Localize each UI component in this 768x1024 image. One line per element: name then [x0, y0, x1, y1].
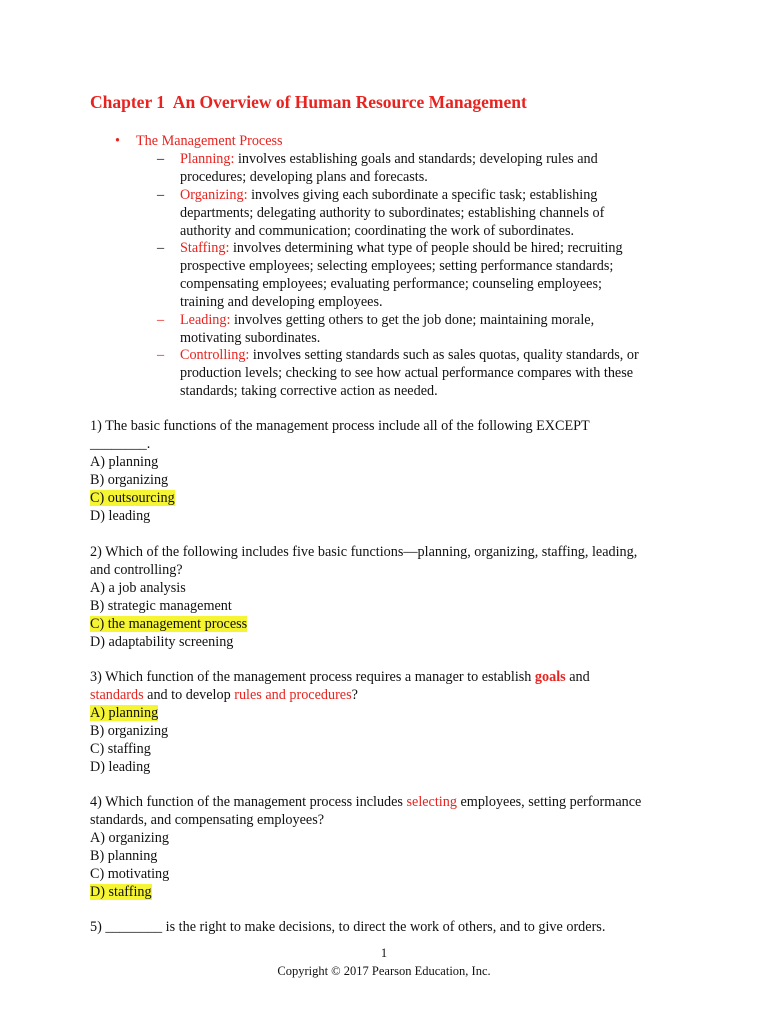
question-2 [90, 543, 690, 651]
function-desc-line: procedures; developing plans and forecasts. [180, 169, 428, 185]
option-a: A) a job analysis [90, 580, 186, 596]
option-a: A) planning [90, 454, 159, 470]
function-desc-line: motivating subordinates. [180, 330, 321, 346]
function-desc-line: prospective employees; selecting employees; setting performance standards; [180, 258, 614, 274]
option-b: B) strategic management [90, 598, 232, 614]
keyword-standards: standards [90, 687, 144, 703]
option-d: D) adaptability screening [90, 634, 234, 650]
question-stem: 5) ________ is the right to make decisions, to direct the work of others, and to give orders. [90, 919, 606, 935]
function-desc-line: involves getting others to get the job done; maintaining morale, [230, 312, 595, 328]
option-a: A) organizing [90, 830, 169, 846]
page-number: 1 [380, 946, 388, 960]
option-a-answer: A) planning [90, 705, 159, 721]
question-3 [90, 668, 690, 776]
keyword-rules: rules and procedures [234, 687, 352, 703]
question-stem: standards, and compensating employees? [90, 812, 325, 828]
function-desc-line: departments; delegating authority to subordinates; establishing channels of [180, 205, 605, 221]
option-c-answer: C) the management process [90, 616, 248, 632]
function-desc-line: training and developing employees. [180, 294, 383, 310]
bullet-icon: • [115, 133, 120, 149]
function-desc-line: involves establishing goals and standards; developing rules and [234, 151, 598, 167]
question-stem: and controlling? [90, 562, 183, 578]
question-5 [90, 918, 690, 936]
function-desc-line: authority and communication; coordinating the work of subordinates. [180, 223, 575, 239]
function-term: Leading: [180, 312, 231, 328]
option-c: C) motivating [90, 866, 170, 882]
keyword-goals: goals [534, 669, 566, 685]
option-c: C) staffing [90, 741, 151, 757]
function-desc-line: involves setting standards such as sales quotas, quality standards, or [249, 347, 639, 363]
option-d-answer: D) staffing [90, 884, 152, 900]
function-term: Staffing: [180, 240, 230, 256]
dash-icon: – [157, 240, 165, 256]
dash-icon: – [157, 151, 165, 167]
function-desc-line: production levels; checking to see how actual performance compares with these [180, 365, 634, 381]
option-d: D) leading [90, 759, 151, 775]
function-desc-line: involves determining what type of people should be hired; recruiting [229, 240, 623, 256]
option-d: D) leading [90, 508, 151, 524]
option-b: B) organizing [90, 472, 169, 488]
dash-icon: – [157, 187, 165, 203]
function-desc-line: standards; taking corrective action as needed. [180, 383, 438, 399]
question-stem: ________. [90, 436, 151, 452]
question-stem: ? [351, 687, 358, 703]
function-desc-line: compensating employees; evaluating performance; counseling employees; [180, 276, 602, 292]
question-1 [90, 417, 690, 525]
function-desc-line: involves giving each subordinate a specific task; establishing [247, 187, 598, 203]
function-term: Planning: [180, 151, 235, 167]
copyright-footer: Copyright © 2017 Pearson Education, Inc. [277, 964, 491, 978]
question-stem: 4) Which function of the management process includes [90, 794, 407, 810]
function-term: Controlling: [180, 347, 250, 363]
dash-icon: – [157, 347, 165, 363]
question-stem: and to develop [143, 687, 235, 703]
dash-icon: – [157, 312, 165, 328]
bullet-text: The Management Process [136, 133, 283, 149]
question-stem: and [565, 669, 590, 685]
chapter-title: Chapter 1 An Overview of Human Resource Management [90, 92, 527, 112]
option-b: B) organizing [90, 723, 169, 739]
question-stem: 1) The basic functions of the management process include all of the following EXCEPT [90, 418, 590, 434]
function-term: Organizing: [180, 187, 248, 203]
keyword-selecting: selecting [406, 794, 457, 810]
option-b: B) planning [90, 848, 158, 864]
option-c-answer: C) outsourcing [90, 490, 175, 506]
question-stem: employees, setting performance [456, 794, 642, 810]
question-stem: 3) Which function of the management process requires a manager to establish [90, 669, 535, 685]
question-4 [90, 793, 690, 901]
question-stem: 2) Which of the following includes five basic functions—planning, organizing, staffing, leading, [90, 544, 638, 560]
